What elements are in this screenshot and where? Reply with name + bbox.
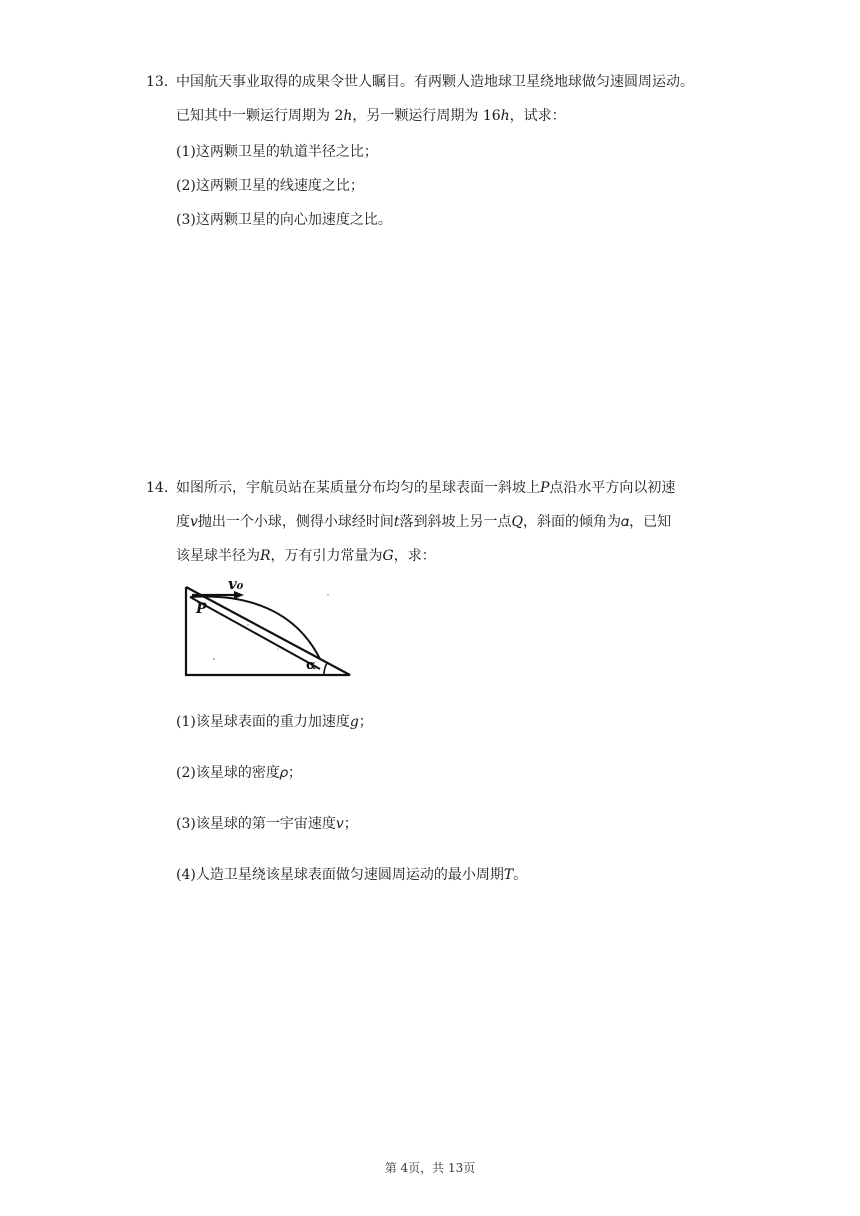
label-v0: v₀ (228, 575, 244, 593)
question-text-line: 已知其中一颗运行周期为 2ℎ，另一颗运行周期为 16ℎ，试求： (176, 108, 566, 124)
question-text-line: 中国航天事业取得的成果令世人瞩目。有两颗人造地球卫星绕地球做匀速圆周运动。 (176, 74, 694, 90)
incline-projectile-figure (178, 573, 364, 681)
subquestion: (1)这两颗卫星的轨道半径之比； (176, 144, 378, 160)
incline-triangle (186, 587, 350, 675)
subquestion: (2)该星球的密度𝜌； (176, 765, 302, 781)
subquestion: (3)这两颗卫星的向心加速度之比。 (176, 212, 392, 228)
subquestion: (1)该星球表面的重力加速度𝑔； (176, 714, 373, 730)
incline-diagram (178, 573, 364, 681)
label-alpha: α (306, 658, 317, 673)
subquestion: (3)该星球的第一宇宙速度𝑣； (176, 816, 358, 832)
subquestion: (2)这两颗卫星的线速度之比； (176, 178, 364, 194)
slope-chord (190, 597, 320, 669)
angle-arc (324, 663, 327, 675)
question-text-line: 度𝑣抛出一个小球，侧得小球经时间𝑡落到斜坡上另一点𝑄，斜面的倾角为𝛼，已知 (176, 514, 672, 530)
subquestion: (4)人造卫星绕该星球表面做匀速圆周运动的最小周期𝑇。 (176, 867, 528, 883)
page-footer: 第 4页，共 13页 (384, 1161, 476, 1175)
question-text-line: 该星球半径为𝑅，万有引力常量为𝐺，求： (176, 548, 436, 564)
question-text-line: 如图所示，宇航员站在某质量分布均匀的星球表面一斜坡上𝑃点沿水平方向以初速 (176, 480, 676, 496)
question-number: 13. (146, 74, 169, 90)
question-number: 14. (146, 480, 169, 496)
label-p: P (196, 601, 207, 617)
